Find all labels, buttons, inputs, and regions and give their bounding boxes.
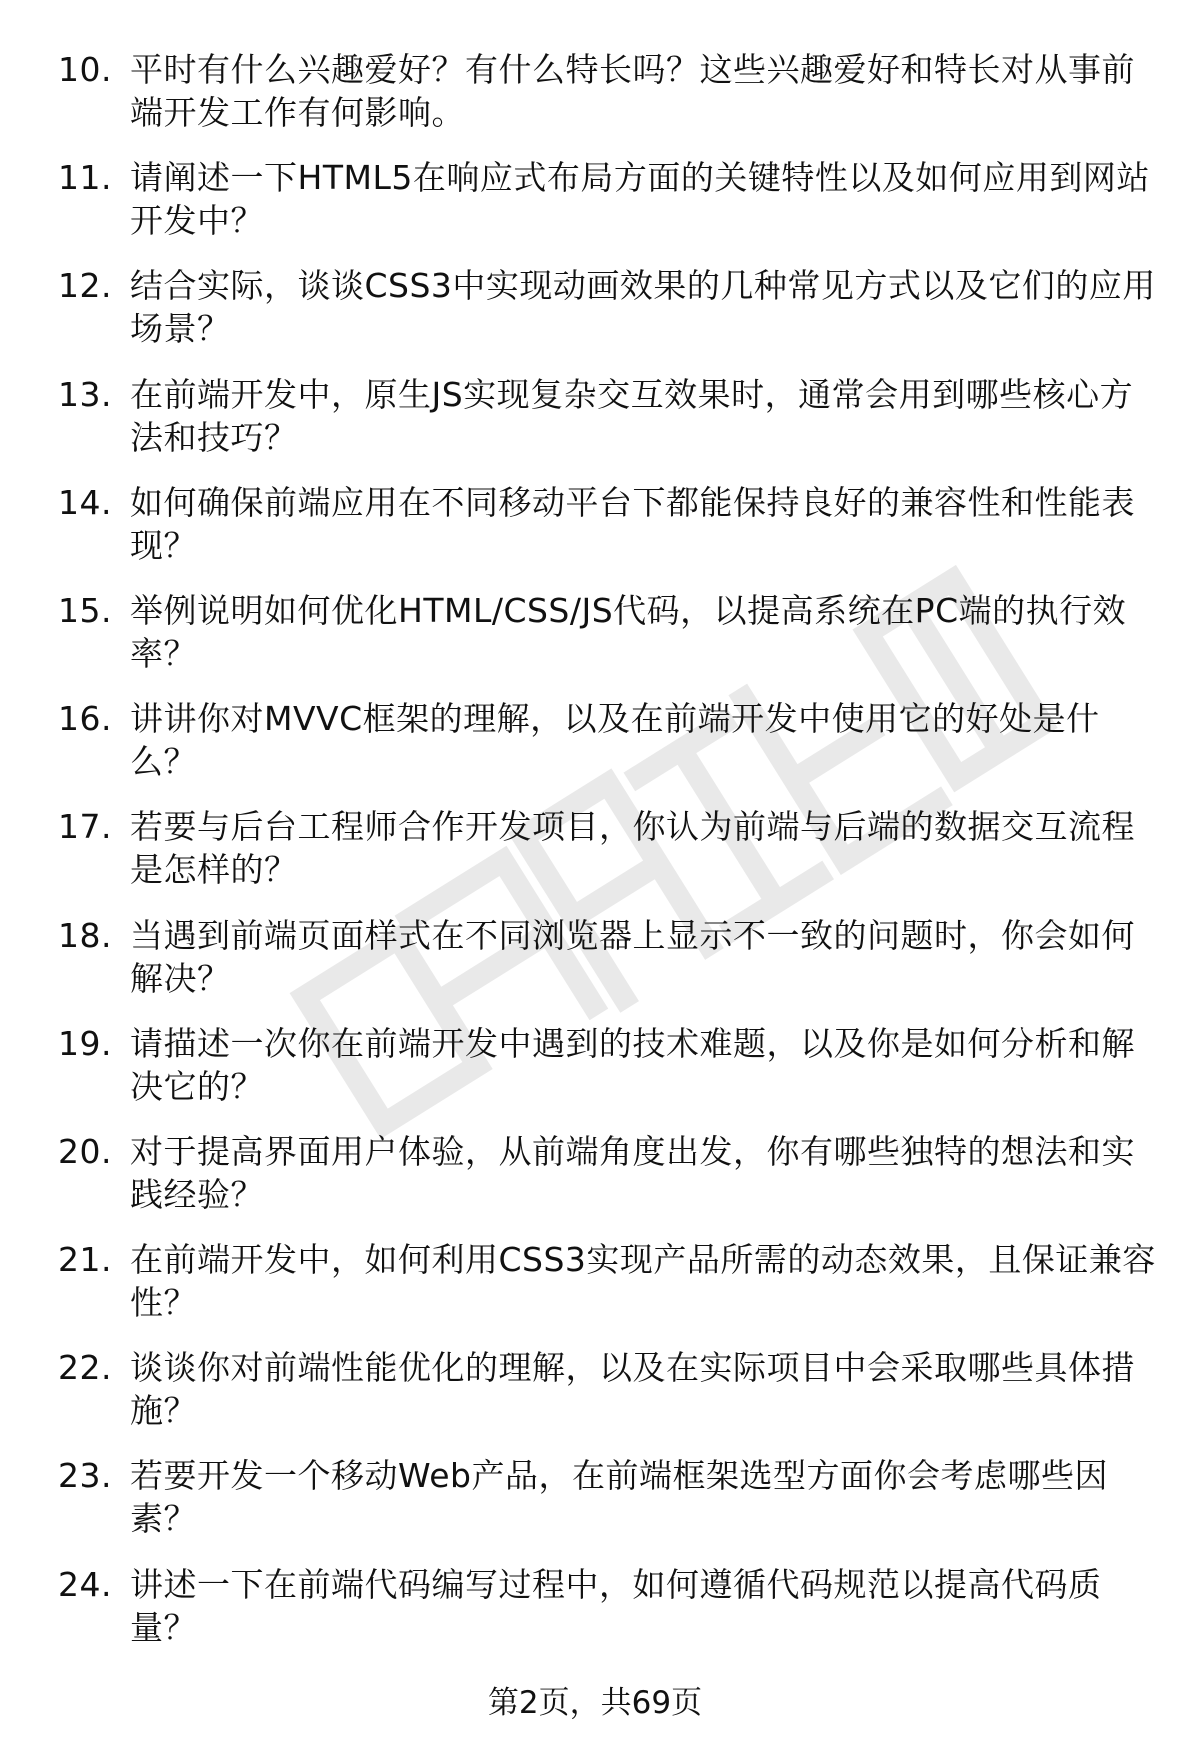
question-text: 若要开发一个移动Web产品，在前端框架选型方面你会考虑哪些因素？	[130, 1456, 1108, 1539]
list-item	[0, 48, 1190, 156]
question-text: 谈谈你对前端性能优化的理解，以及在实际项目中会采取哪些具体措施？	[130, 1348, 1135, 1431]
question-number: 19.	[58, 1023, 112, 1063]
list-item	[0, 1130, 1190, 1238]
list-item	[0, 1563, 1190, 1671]
question-number: 17.	[58, 807, 112, 847]
page-number: 第2页，共69页	[487, 1685, 703, 1721]
question-number: 24.	[58, 1564, 112, 1604]
question-number: 22.	[58, 1348, 112, 1388]
question-number: 10.	[58, 50, 112, 89]
list-item	[0, 264, 1190, 372]
question-text: 请阐述一下HTML5在响应式布局方面的关键特性以及如何应用到网站开发中？	[130, 158, 1150, 241]
question-text: 对于提高界面用户体验，从前端角度出发，你有哪些独特的想法和实践经验？	[130, 1131, 1135, 1214]
list-item	[0, 589, 1190, 697]
question-number: 21.	[58, 1240, 112, 1280]
question-text: 举例说明如何优化HTML/CSS/JS代码，以提高系统在PC端的执行效率？	[130, 590, 1127, 673]
question-text: 若要与后台工程师合作开发项目，你认为前端与后端的数据交互流程是怎样的？	[130, 807, 1135, 890]
question-text: 在前端开发中，如何利用CSS3实现产品所需的动态效果，且保证兼容性？	[130, 1240, 1156, 1323]
list-item	[0, 914, 1190, 1022]
question-number: 15.	[58, 590, 112, 630]
question-number: 16.	[58, 699, 112, 739]
list-item	[0, 373, 1190, 481]
list-item	[0, 156, 1190, 264]
list-item	[0, 697, 1190, 805]
list-item	[0, 1454, 1190, 1562]
question-number: 12.	[58, 266, 112, 306]
question-text: 平时有什么兴趣爱好？有什么特长吗？这些兴趣爱好和特长对从事前端开发工作有何影响。	[130, 50, 1135, 132]
question-text: 如何确保前端应用在不同移动平台下都能保持良好的兼容性和性能表现？	[130, 482, 1135, 565]
question-number: 23.	[58, 1456, 112, 1496]
question-text: 请描述一次你在前端开发中遇到的技术难题，以及你是如何分析和解决它的？	[130, 1023, 1135, 1106]
question-number: 14.	[58, 482, 112, 522]
list-item	[0, 481, 1190, 589]
question-number: 18.	[58, 915, 112, 955]
list-item	[0, 1022, 1190, 1130]
list-item	[0, 1346, 1190, 1454]
list-item	[0, 805, 1190, 913]
question-number: 13.	[58, 374, 112, 414]
list-item	[0, 1238, 1190, 1346]
question-text: 在前端开发中，原生JS实现复杂交互效果时，通常会用到哪些核心方法和技巧？	[130, 374, 1134, 457]
question-text: 讲讲你对MVVC框架的理解，以及在前端开发中使用它的好处是什么？	[130, 699, 1100, 782]
question-text: 结合实际，谈谈CSS3中实现动画效果的几种常见方式以及它们的应用场景？	[130, 266, 1156, 349]
question-number: 20.	[58, 1131, 112, 1171]
question-list	[0, 48, 1190, 1671]
question-text: 讲述一下在前端代码编写过程中，如何遵循代码规范以提高代码质量？	[130, 1564, 1102, 1647]
question-text: 当遇到前端页面样式在不同浏览器上显示不一致的问题时，你会如何解决？	[130, 915, 1135, 998]
question-number: 11.	[58, 158, 112, 198]
